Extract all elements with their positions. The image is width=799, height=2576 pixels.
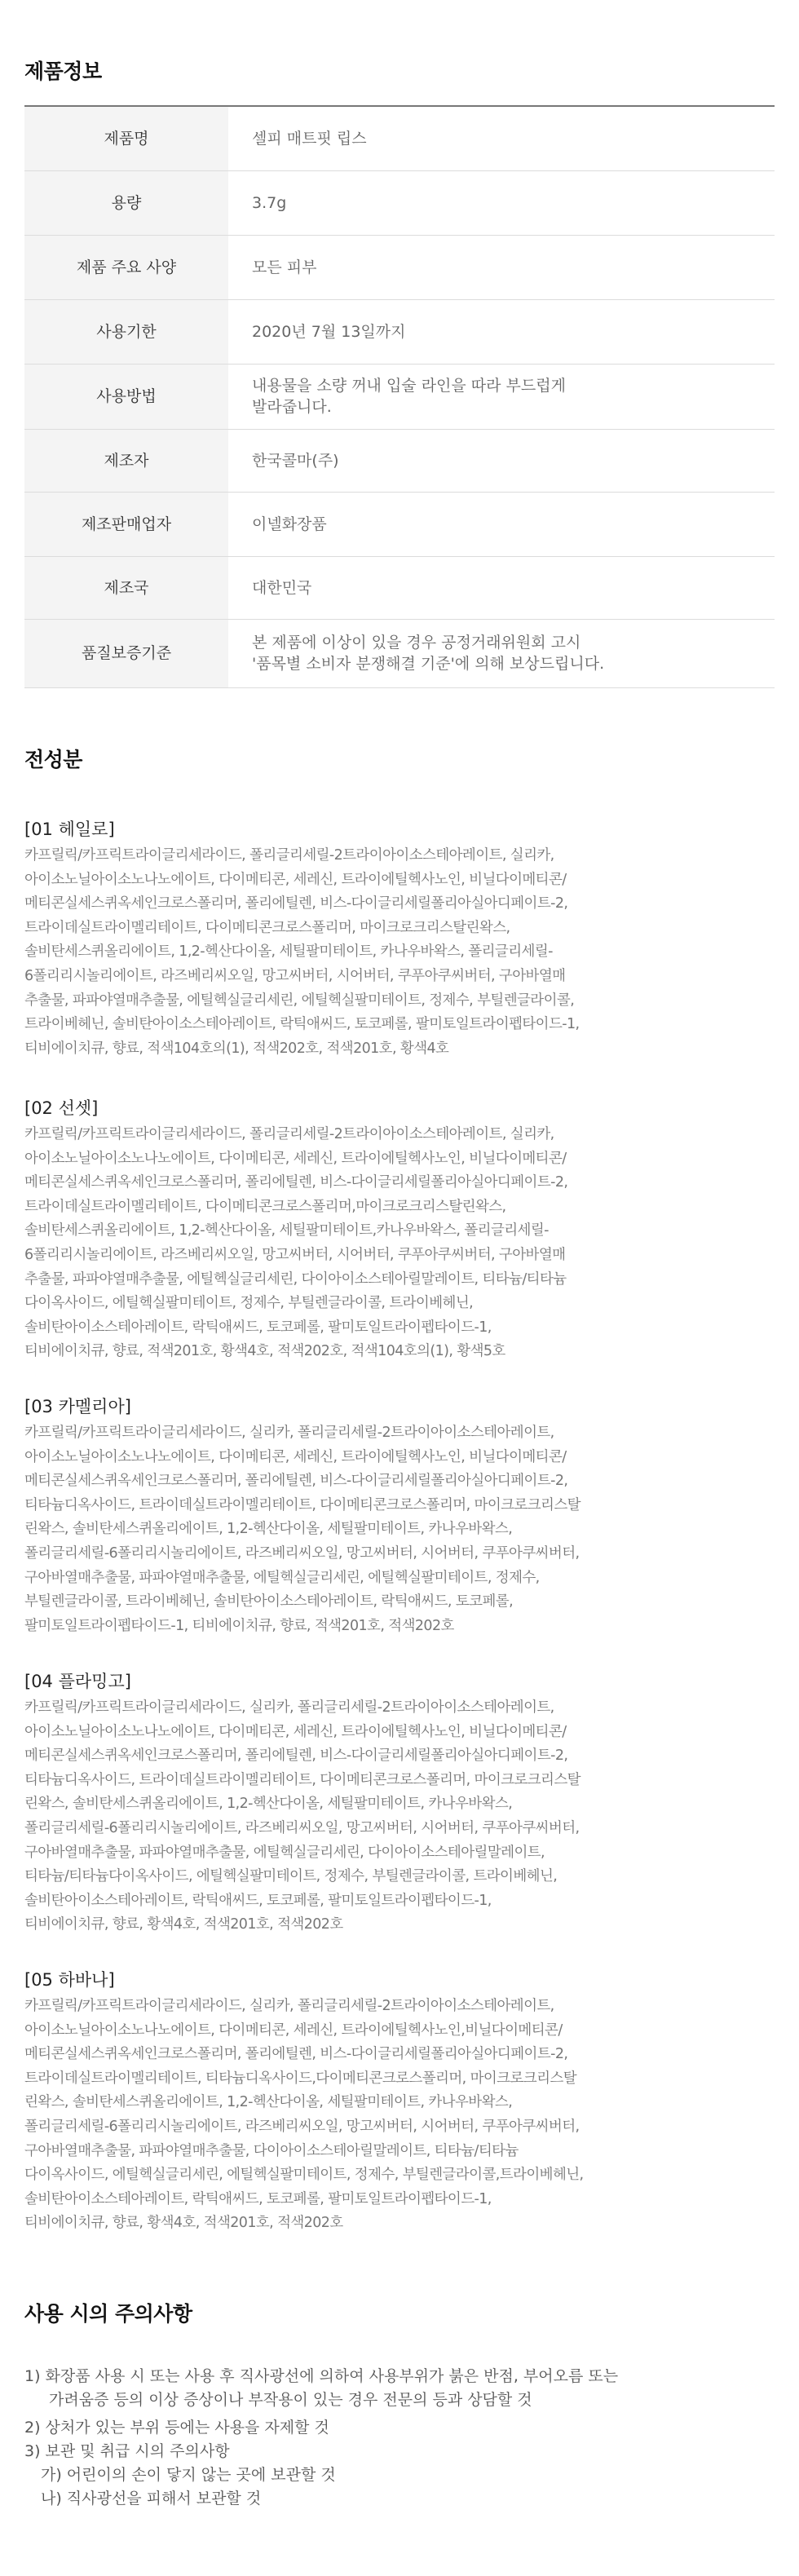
caution-subitem: 가) 어린이의 손이 닿지 않는 곳에 보관할 것 [41,2466,336,2484]
info-value: 3.7g [228,170,775,235]
ingredient-list: 카프릴릭/카프릭트라이글리세라이드, 실리카, 폴리글리세릴-2트라이아이소스테아레이트, 아이소노닐아이소노나노에이트, 다이메티콘, 세레신, 트라이에틸헥사노인, 비닐다이메티콘/ 메티콘실세스퀴옥세인크로스폴리머, 폴리에틸렌, 비스-다이글리세릴폴리아실아디페이트-2, 티타늄디옥사이드, 트라이데실트라이멜리테이트, 다이메티콘크로스폴리머, 마이크로크리스탈 린왁스, 솔비탄세스퀴올리에이트, 1,2-헥산다이올, 세틸팔미테이트, 카나우바왁스, 폴리글리세릴-6폴리리시놀리에이트, 라즈베리씨오일, 망고씨버터, 시어버터, 쿠푸아쿠씨버터, 구아바열매추출물, 파파야열매추출물, 에틸헥실글리세린, 에틸헥실팔미테이트, 정제수, 부틸렌글라이콜, 트라이베헤닌, 솔비탄아이소스테아레이트, 락틱애씨드, 토코페롤, 팔미토일트라이펩타이드-1, 티비에이치큐, 향료, 적색201호, 적색202호 [24,1425,580,1634]
info-key: 품질보증기준 [24,619,228,687]
ingredient-group [24,1669,775,1938]
info-key: 제품 주요 사양 [24,235,228,299]
info-row [24,170,775,235]
caution-list [24,2365,775,2511]
caution-item: 1) 화장품 사용 시 또는 사용 후 직사광선에 의하여 사용부위가 붉은 반점, 부어오름 또는 [24,2367,619,2385]
info-value: 한국콜마(주) [228,429,775,492]
info-key: 제조국 [24,556,228,619]
ingredient-group [24,1968,775,2236]
info-value: 내용물을 소량 꺼내 입술 라인을 따라 부드럽게 발라줍니다. [228,364,775,429]
product-info-table [24,105,775,688]
info-key: 사용방법 [24,364,228,429]
info-value: 본 제품에 이상이 있을 경우 공정거래위원회 고시 '품목별 소비자 분쟁해결 기준'에 의해 보상드립니다. [228,619,775,687]
ingredient-group [24,1394,775,1638]
info-row [24,619,775,687]
info-value: 대한민국 [228,556,775,619]
ingredient-group-name: [02 선셋] [24,1098,99,1118]
caution-item: 2) 상처가 있는 부위 등에는 사용을 자제할 것 [24,2419,329,2437]
info-value: 모든 피부 [228,235,775,299]
info-row [24,364,775,429]
info-key: 사용기한 [24,299,228,364]
caution-item: 3) 보관 및 취급 시의 주의사항 [24,2442,230,2460]
info-key: 제조판매업자 [24,492,228,556]
info-key: 제조자 [24,429,228,492]
ingredient-group-name: [03 카멜리아] [24,1397,131,1416]
info-row [24,106,775,170]
info-value: 셀피 매트핏 립스 [228,106,775,170]
ingredient-list: 카프릴릭/카프릭트라이글리세라이드, 실리카, 폴리글리세릴-2트라이아이소스테아레이트, 아이소노닐아이소노나노에이트, 다이메티콘, 세레신, 트라이에틸헥사노인,비닐다이메티콘/ 메티콘실세스퀴옥세인크로스폴리머, 폴리에틸렌, 비스-다이글리세릴폴리아실아디페이트-2, 트라이데실트라이멜리테이트, 티타늄디옥사이드,다이메티콘크로스폴리머, 마이크로크리스탈 린왁스, 솔비탄세스퀴올리에이트, 1,2-헥산다이올, 세틸팔미테이트, 카나우바왁스, 폴리글리세릴-6폴리리시놀리에이트, 라즈베리씨오일, 망고씨버터, 시어버터, 쿠푸아쿠씨버터, 구아바열매추출물, 파파야열매추출물, 다이아이소스테아릴말레이트, 티타늄/티타늄 다이옥사이드, 에틸헥실글리세린, 에틸헥실팔미테이트, 정제수, 부틸렌글라이콜,트라이베헤닌, 솔비탄아이소스테아레이트, 락틱애씨드, 토코페롤, 팔미토일트라이펩타이드-1, 티비에이치큐, 향료, 황색4호, 적색201호, 적색202호 [24,1998,584,2232]
info-value: 이넬화장품 [228,492,775,556]
product-info-title: 제품정보 [24,60,102,83]
ingredient-group-name: [04 플라밍고] [24,1672,131,1691]
info-key: 제품명 [24,106,228,170]
caution-subitem: 나) 직사광선을 피해서 보관할 것 [41,2490,262,2508]
info-row [24,429,775,492]
ingredient-group-name: [01 헤일로] [24,820,115,839]
info-key: 용량 [24,170,228,235]
ingredient-list: 카프릴릭/카프릭트라이글리세라이드, 실리카, 폴리글리세릴-2트라이아이소스테아레이트, 아이소노닐아이소노나노에이트, 다이메티콘, 세레신, 트라이에틸헥사노인, 비닐다이메티콘/ 메티콘실세스퀴옥세인크로스폴리머, 폴리에틸렌, 비스-다이글리세릴폴리아실아디페이트-2, 티타늄디옥사이드, 트라이데실트라이멜리테이트, 다이메티콘크로스폴리머, 마이크로크리스탈 린왁스, 솔비탄세스퀴올리에이트, 1,2-헥산다이올, 세틸팔미테이트, 카나우바왁스, 폴리글리세릴-6폴리리시놀리에이트, 라즈베리씨오일, 망고씨버터, 시어버터, 쿠푸아쿠씨버터, 구아바열매추출물, 파파야열매추출물, 에틸헥실글리세린, 다이아이소스테아릴말레이트, 티타늄/티타늄다이옥사이드, 에틸헥실팔미테이트, 정제수, 부틸렌글라이콜, 트라이베헤닌, 솔비탄아이소스테아레이트, 락틱애씨드, 토코페롤, 팔미토일트라이펩타이드-1, 티비에이치큐, 향료, 황색4호, 적색201호, 적색202호 [24,1699,580,1933]
ingredient-group [24,817,775,1061]
ingredients-title: 전성분 [24,748,82,771]
caution-title: 사용 시의 주의사항 [24,2302,192,2326]
ingredient-list: 카프릴릭/카프릭트라이글리세라이드, 폴리글리세릴-2트라이아이소스테아레이트, 실리카, 아이소노닐아이소노나노에이트, 다이메티콘, 세레신, 트라이에틸헥사노인, 비닐다이메티콘/ 메티콘실세스퀴옥세인크로스폴리머, 폴리에틸렌, 비스-다이글리세릴폴리아실아디페이트-2, 트라이데실트라이멜리테이트, 다이메티콘크로스폴리머, 마이크로크리스탈린왁스, 솔비탄세스퀴올리에이트, 1,2-헥산다이올, 세틸팔미테이트, 카나우바왁스, 폴리글리세릴- 6폴리리시놀리에이트, 라즈베리씨오일, 망고씨버터, 시어버터, 쿠푸아쿠씨버터, 구아바열매 추출물, 파파야열매추출물, 에틸헥실글리세린, 에틸헥실팔미테이트, 정제수, 부틸렌글라이콜, 트라이베헤닌, 솔비탄아이소스테아레이트, 락틱애씨드, 토코페롤, 팔미토일트라이펩타이드-1, 티비에이치큐, 향료, 적색104호의(1), 적색202호, 적색201호, 황색4호 [24,847,580,1057]
caution-item-continued: 가려움증 등의 이상 증상이나 부작용이 있는 경우 전문의 등과 상담할 것 [49,2391,532,2409]
ingredient-group [24,1096,775,1364]
ingredient-list: 카프릴릭/카프릭트라이글리세라이드, 폴리글리세릴-2트라이아이소스테아레이트, 실리카, 아이소노닐아이소노나노에이트, 다이메티콘, 세레신, 트라이에틸헥사노인, 비닐다이메티콘/ 메티콘실세스퀴옥세인크로스폴리머, 폴리에틸렌, 비스-다이글리세릴폴리아실아디페이트-2, 트라이데실트라이멜리테이트, 다이메티콘크로스폴리머,마이크로크리스탈린왁스, 솔비탄세스퀴올리에이트, 1,2-헥산다이올, 세틸팔미테이트,카나우바왁스, 폴리글리세릴- 6폴리리시놀리에이트, 라즈베리씨오일, 망고씨버터, 시어버터, 쿠푸아쿠씨버터, 구아바열매 추출물, 파파야열매추출물, 에틸헥실글리세린, 다이아이소스테아릴말레이트, 티타늄/티타늄 다이옥사이드, 에틸헥실팔미테이트, 정제수, 부틸렌글라이콜, 트라이베헤닌, 솔비탄아이소스테아레이트, 락틱애씨드, 토코페롤, 팔미토일트라이펩타이드-1, 티비에이치큐, 향료, 적색201호, 황색4호, 적색202호, 적색104호의(1), 황색5호 [24,1126,568,1360]
info-row [24,492,775,556]
info-row [24,235,775,299]
info-row [24,299,775,364]
info-value: 2020년 7월 13일까지 [228,299,775,364]
info-row [24,556,775,619]
ingredient-group-name: [05 하바나] [24,1970,115,1990]
